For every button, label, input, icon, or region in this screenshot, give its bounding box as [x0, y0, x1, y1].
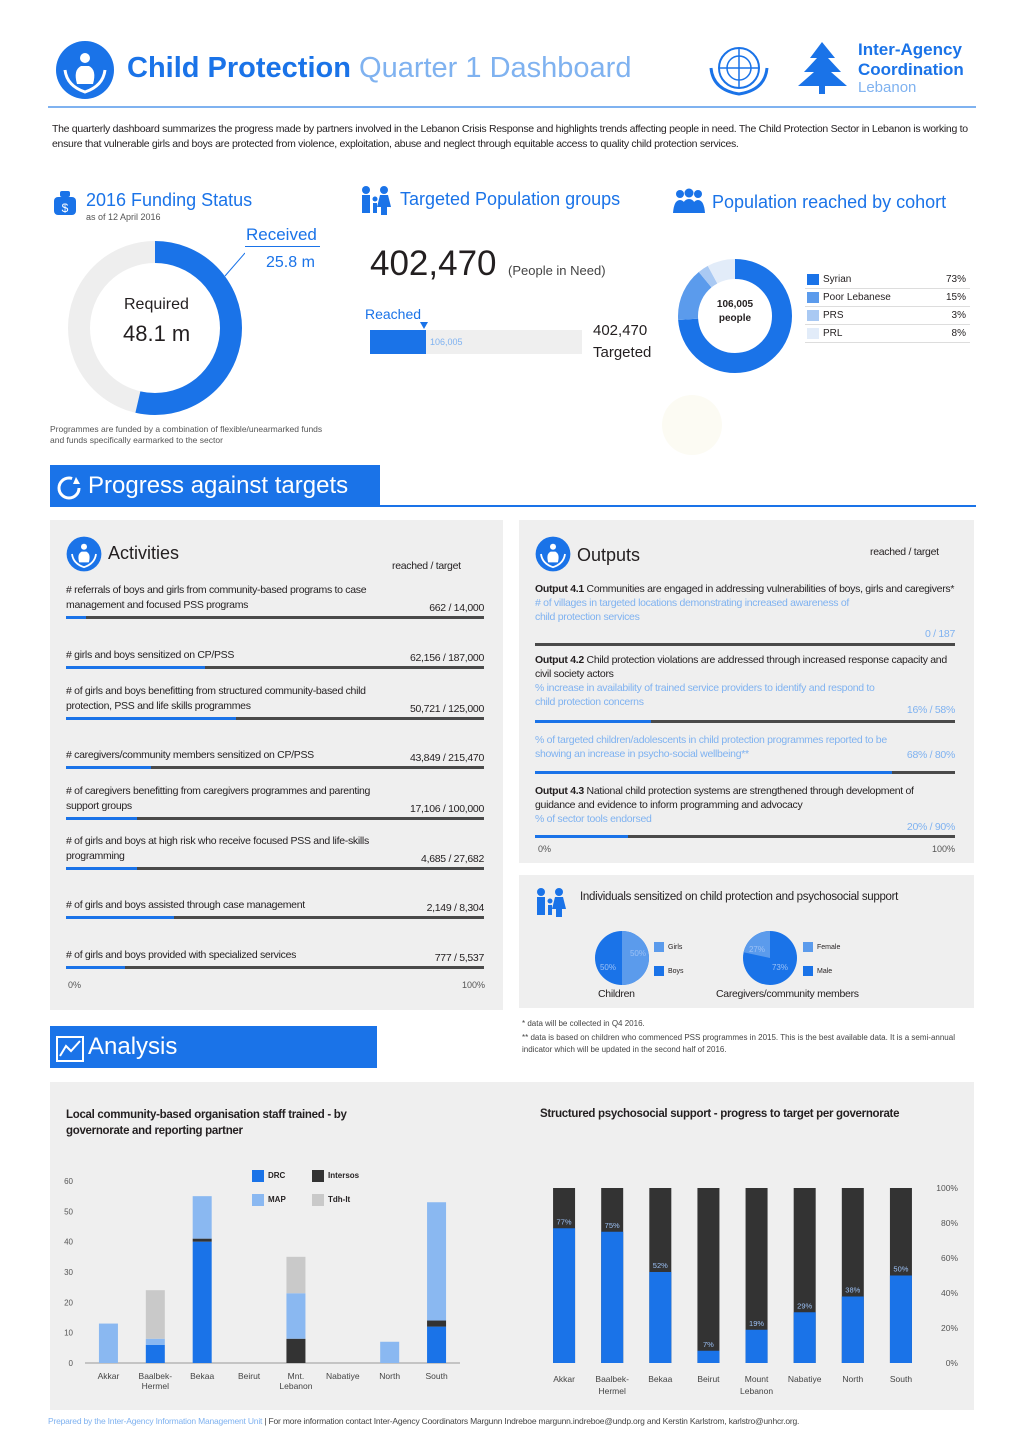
cohort-name: PRL	[823, 328, 843, 339]
org-name: Inter-Agency Coordination Lebanon	[858, 40, 964, 96]
received-value: 25.8 m	[266, 254, 315, 271]
chart2-ytick: 100%	[936, 1183, 958, 1193]
progress-banner-line	[50, 505, 976, 507]
activity-label: # referrals of boys and girls from community-based programs to case management and focused PSS programs	[66, 584, 367, 611]
chart1-legend-item: MAP	[252, 1194, 286, 1206]
chart2-ytick: 0%	[945, 1358, 958, 1368]
chart2-data-label: 19%	[749, 1318, 765, 1328]
cohort-title: Population reached by cohort	[712, 192, 947, 212]
cohort-row	[805, 307, 970, 325]
outputs-axis-max: 100%	[932, 844, 956, 854]
chart2-xtick: Akkar	[553, 1374, 575, 1384]
caregivers-label: Caregivers/community members	[716, 988, 859, 1000]
activities-axis-max: 100%	[462, 980, 486, 990]
children-label: Children	[598, 988, 635, 1000]
chart1-bar-segment	[286, 1257, 305, 1293]
refresh-icon	[56, 473, 82, 514]
output-4-2b-bar-fill	[535, 771, 892, 774]
chart-icon	[56, 1034, 84, 1075]
activity-progress-bar	[66, 867, 484, 870]
chart2-data-label: 50%	[893, 1264, 909, 1274]
cohort-name: Poor Lebanese	[823, 292, 891, 303]
chart2-title: Structured psychosocial support - progress to target per governorate	[540, 1108, 900, 1120]
family-icon	[358, 185, 394, 222]
chart1-xtick: Baalbek-Hermel	[138, 1371, 173, 1391]
chart1-bar-segment	[427, 1202, 446, 1320]
funding-note: Programmes are funded by a combination of flexible/unearmarked funds and funds specifically earmarked to the sector	[50, 424, 323, 445]
output-4-2b-bar	[535, 771, 955, 774]
activity-value: 17,106 / 100,000	[409, 803, 484, 815]
chart2-bar-progress	[649, 1272, 671, 1363]
chart2-xtick: Mount Lebanon	[740, 1374, 774, 1396]
chart1-bar-segment	[286, 1339, 305, 1363]
activity-row	[66, 648, 484, 669]
chart1-legend-item: Intersos	[312, 1170, 359, 1182]
cedar-logo	[795, 40, 850, 95]
funding-title: 2016 Funding Status	[86, 190, 253, 210]
intro-text: The quarterly dashboard summarizes the progress made by partners involved in the Lebanon Crisis Response and highlights trends affecting people in need. The Child Protection Sector in Lebanon is working to ensure that vulnerable girls and boys are protected from violence, exploitation, abuse and neglect through equitable access to quality child protection services.	[52, 123, 968, 150]
cohort-row	[805, 325, 970, 343]
chart1-xtick: Akkar	[97, 1371, 120, 1381]
outputs-icon	[535, 536, 571, 577]
activity-value: 662 / 14,000	[429, 602, 484, 614]
activity-value: 43,849 / 215,470	[409, 752, 484, 764]
required-value: 48.1 m	[123, 321, 191, 346]
sector-logo	[55, 40, 115, 100]
activity-progress-fill	[66, 966, 125, 969]
output-4-2: Output 4.2 Child protection violations are addressed through increased response capacity and civil society actors % increase in availability of trained service providers to identify and respond to child protection concerns 16% / 58%	[535, 654, 955, 716]
chart1-xtick: Beirut	[237, 1371, 261, 1381]
header-divider	[48, 106, 976, 108]
money-bag-icon	[52, 190, 78, 221]
cohort-row	[805, 271, 970, 289]
chart2-data-label: 52%	[652, 1261, 668, 1270]
activity-value: 62,156 / 187,000	[409, 652, 484, 664]
chart1-bar-segment	[427, 1327, 446, 1363]
activity-row	[66, 784, 484, 820]
reached-marker	[420, 322, 428, 329]
chart2-data-label: 7%	[703, 1339, 714, 1349]
activity-label: # of girls and boys assisted through case management	[66, 899, 305, 911]
output-4-3-bar-fill	[535, 835, 628, 838]
cohort-pct: 8%	[951, 328, 966, 339]
cedar-icon	[795, 40, 850, 95]
caregivers-female-pct: 27%	[748, 945, 766, 954]
chart2-data-label: 75%	[604, 1220, 620, 1230]
activity-row	[66, 583, 484, 619]
activity-progress-bar	[66, 766, 484, 769]
cohort-swatch	[807, 274, 819, 285]
activity-label: # of caregivers benefitting from caregivers programmes and parenting support groups	[66, 785, 371, 812]
reached-bar-track	[370, 330, 582, 354]
activity-progress-fill	[66, 766, 151, 769]
chart1-bar-segment	[193, 1242, 212, 1363]
family-icon-small	[533, 887, 569, 924]
chart1-ytick: 20	[64, 1298, 73, 1308]
chart1-title: Local community-based organisation staff trained - by governorate and reporting partner	[66, 1109, 347, 1137]
chart2-xtick: Baalbek-Hermel	[595, 1374, 629, 1396]
chart2-data-label: 38%	[845, 1285, 861, 1295]
required-label: Required	[124, 296, 189, 313]
activity-progress-fill	[66, 867, 137, 870]
output-4-1: Output 4.1 Communities are engaged in addressing vulnerabilities of boys, girls and caregivers* # of villages in targeted locations demonstrating increased awareness of child protection services 0 / 187	[535, 583, 955, 640]
output-4-3-bar	[535, 835, 955, 838]
funding-asof: as of 12 April 2016	[86, 212, 161, 222]
activity-label: # girls and boys sensitized on CP/PSS	[66, 649, 235, 661]
cohort-name: PRS	[823, 310, 844, 321]
chart2-xtick: Beirut	[697, 1374, 720, 1384]
children-pie	[594, 930, 650, 986]
activity-label: # of girls and boys benefitting from structured community-based child protection, PSS and life skills programmes	[66, 685, 366, 712]
sensitized-title: Individuals sensitized on child protection and psychosocial support	[580, 891, 899, 903]
cohort-center: 106,005 people	[716, 299, 754, 324]
activities-title: Activities	[108, 543, 180, 563]
chart1-ytick: 10	[64, 1328, 73, 1338]
activity-progress-bar	[66, 616, 484, 619]
chart1-legend-item: Tdh-It	[312, 1194, 350, 1206]
chart2-bar-progress	[794, 1312, 816, 1363]
targeted-value: 402,470	[593, 322, 648, 339]
analysis-banner-line	[50, 1066, 377, 1068]
chart2-ytick: 80%	[940, 1218, 958, 1228]
chart2-bar-remaining	[697, 1188, 719, 1363]
activity-value: 2,149 / 8,304	[426, 902, 484, 914]
chart2-bar-progress	[601, 1232, 623, 1363]
activity-value: 777 / 5,537	[434, 952, 484, 964]
cohort-name: Syrian	[823, 274, 852, 285]
activity-label: # of girls and boys at high risk who receive focused PSS and life-skills programming	[66, 835, 369, 862]
received-label: Received	[246, 225, 317, 244]
un-emblem-icon	[703, 38, 775, 98]
activity-value: 50,721 / 125,000	[409, 703, 484, 715]
chart2-bar-progress	[553, 1228, 575, 1363]
chart1-bar-segment	[193, 1196, 212, 1238]
caregivers-pie	[742, 930, 798, 986]
outputs-title: Outputs	[577, 545, 641, 565]
output-4-1-bar	[535, 643, 955, 646]
chart1-ytick: 30	[64, 1268, 73, 1277]
cohort-swatch	[807, 292, 819, 303]
chart2-data-label: 77%	[556, 1217, 572, 1227]
chart1-ytick: 50	[64, 1207, 73, 1217]
activities-axis-min: 0%	[68, 980, 82, 990]
activity-progress-fill	[66, 666, 205, 669]
activities-icon	[66, 536, 102, 577]
chart2-bar-progress	[746, 1330, 768, 1363]
chart1-xtick: South	[425, 1371, 448, 1381]
chart2	[540, 1170, 970, 1405]
chart1-ytick: 0	[68, 1359, 73, 1368]
activity-row	[66, 948, 484, 969]
footnote-2: ** data is based on children who commenced PSS programmes in 2015. This is the best available data. It is a semi-annual indicator which will be updated in the second half of 2016.	[522, 1033, 955, 1054]
chart1-legend-item: DRC	[252, 1170, 285, 1182]
chart1-xtick: Mnt. Lebanon	[279, 1371, 313, 1391]
chart2-xtick: South	[889, 1374, 913, 1384]
cohort-swatch	[807, 328, 819, 339]
activity-progress-fill	[66, 717, 236, 720]
activity-progress-fill	[66, 817, 137, 820]
activity-progress-fill	[66, 916, 174, 919]
targeted-title: Targeted Population groups	[400, 189, 621, 209]
outputs-col-header: reached / target	[870, 546, 939, 558]
activity-progress-bar	[66, 666, 484, 669]
activities-col-header: reached / target	[392, 560, 461, 572]
activity-value: 4,685 / 27,682	[421, 853, 484, 865]
cohort-pct: 73%	[945, 274, 966, 285]
chart1-xtick: Bekaa	[190, 1371, 215, 1381]
un-emblem	[703, 38, 775, 98]
page-title: Child Protection Quarter 1 Dashboard	[127, 52, 632, 84]
children-boys-pct: 50%	[599, 963, 617, 972]
targeted-label: Targeted	[593, 344, 652, 361]
received-leader-line	[245, 246, 320, 247]
children-legend: Girls Boys	[654, 936, 684, 984]
chart2-bar-progress	[842, 1297, 864, 1364]
people-in-need-value: 402,470	[370, 244, 497, 283]
chart1-bar-segment	[146, 1345, 165, 1363]
output-4-2-bar-fill	[535, 720, 651, 723]
child-protection-icon	[55, 40, 115, 100]
chart1-ytick: 40	[64, 1237, 73, 1247]
chart2-ytick: 40%	[940, 1288, 958, 1298]
chart1-bar-segment	[380, 1342, 399, 1363]
activity-label: # caregivers/community members sensitized on CP/PSS	[66, 749, 314, 761]
chart1-bar-segment	[193, 1239, 212, 1242]
activity-progress-bar	[66, 817, 484, 820]
outputs-axis-min: 0%	[538, 844, 552, 854]
chart2-ytick: 60%	[940, 1253, 958, 1263]
group-icon	[672, 188, 706, 219]
output-4-2-bar	[535, 720, 955, 723]
chart2-xtick: North	[842, 1374, 864, 1384]
chart1-bar-segment	[286, 1293, 305, 1339]
activity-label: # of girls and boys provided with specialized services	[66, 949, 297, 961]
chart2-xtick: Bekaa	[648, 1374, 673, 1384]
chart2-ytick: 20%	[940, 1323, 958, 1333]
chart1-bar-segment	[146, 1339, 165, 1345]
children-girls-pct: 50%	[629, 949, 647, 958]
cohort-swatch	[807, 310, 819, 321]
chart1-xtick: North	[379, 1371, 401, 1381]
activity-row	[66, 684, 484, 720]
caregivers-legend: Female Male	[803, 936, 840, 984]
chart1-bar-segment	[99, 1324, 118, 1363]
cohort-pct: 3%	[951, 310, 966, 321]
chart1-bar-segment	[427, 1321, 446, 1327]
activity-progress-bar	[66, 717, 484, 720]
svg-text:$: $	[61, 201, 69, 215]
reached-bar-value: 106,005	[430, 337, 463, 347]
footnote-1: * data will be collected in Q4 2016.	[522, 1019, 645, 1028]
chart1-ytick: 60	[64, 1177, 73, 1186]
activity-progress-fill	[66, 616, 86, 619]
activity-row	[66, 748, 484, 769]
activity-row	[66, 834, 484, 870]
caregivers-male-pct: 73%	[771, 963, 789, 972]
chart1-bar-segment	[146, 1290, 165, 1339]
chart2-bar-progress	[890, 1276, 912, 1364]
cohort-row	[805, 289, 970, 307]
activity-progress-bar	[66, 916, 484, 919]
reached-bar-fill	[370, 330, 426, 354]
output-4-3: Output 4.3 National child protection systems are strengthened through development of guidance and evidence to inform programming and advocacy % of sector tools endorsed 20% / 90%	[535, 785, 955, 833]
activity-row	[66, 898, 484, 919]
decorative-circle	[662, 395, 722, 455]
chart2-xtick: Nabatiye	[787, 1374, 822, 1384]
footer: Prepared by the Inter-Agency Information Management Unit | For more information contact Inter-Agency Coordinators Margunn Indreboe margunn.indreboe@undp.org and Kerstin Karlstrom, karlstro@unhcr.org.	[48, 1416, 800, 1426]
activity-progress-bar	[66, 966, 484, 969]
progress-banner: Progress against targets	[50, 465, 380, 506]
analysis-banner: Analysis	[50, 1026, 377, 1067]
reached-label: Reached	[365, 306, 422, 322]
cohort-pct: 15%	[945, 292, 966, 303]
chart2-data-label: 29%	[797, 1301, 813, 1311]
people-in-need-label: (People in Need)	[508, 263, 606, 278]
chart1-xtick: Nabatiye	[326, 1371, 360, 1381]
output-4-2b: % of targeted children/adolescents in child protection programmes reported to be showing an increase in psycho-social wellbeing** 68% / 80%	[535, 734, 955, 761]
chart2-bar-progress	[697, 1351, 719, 1363]
